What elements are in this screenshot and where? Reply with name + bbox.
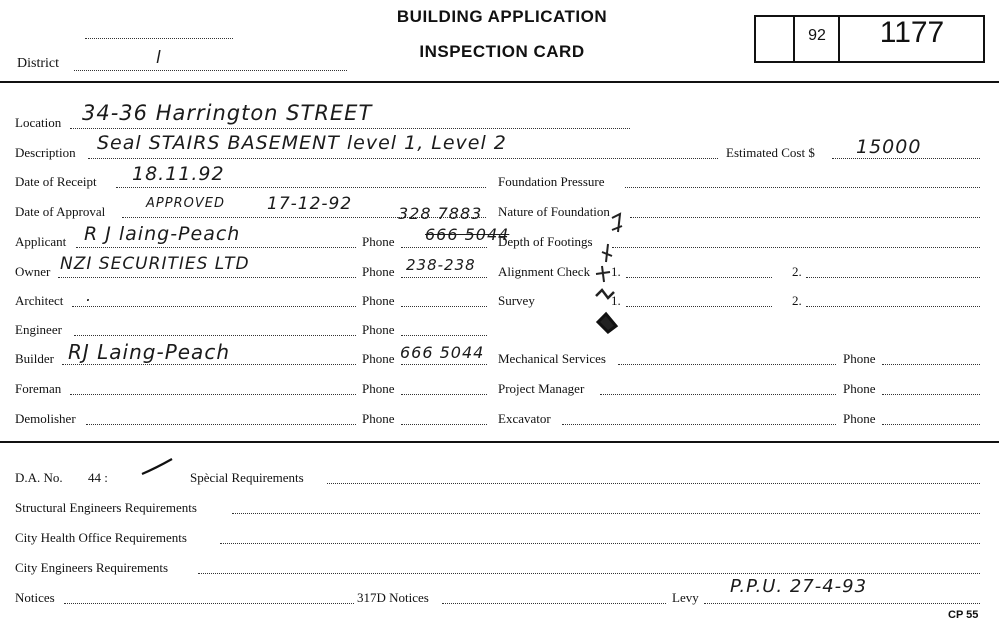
- survey-2-label: 2.: [792, 293, 802, 308]
- engineer-field[interactable]: [74, 335, 356, 336]
- engineer-phone-label: Phone: [362, 322, 395, 337]
- notices-317d-label: 317D Notices: [357, 590, 429, 605]
- engineer-label: Engineer: [15, 322, 62, 337]
- city-engineers-field[interactable]: [198, 573, 980, 574]
- alignment-check-1-label: 1.: [611, 264, 621, 279]
- date-of-receipt-label: Date of Receipt: [15, 174, 97, 189]
- excavator-label: Excavator: [498, 411, 551, 426]
- survey-1-label: 1.: [611, 293, 621, 308]
- district-label: District: [17, 56, 59, 71]
- owner-label: Owner: [15, 264, 51, 279]
- location-label: Location: [15, 115, 62, 130]
- survey-1-field[interactable]: [626, 306, 772, 307]
- special-requirements-label: Spècial Requirements: [190, 470, 304, 485]
- divider-middle: [0, 441, 999, 443]
- approval-stamp: APPROVED: [146, 196, 225, 211]
- date-of-approval-label: Date of Approval: [15, 204, 106, 219]
- applicant-field[interactable]: [76, 247, 356, 248]
- box-year: 92: [808, 27, 826, 44]
- demolisher-label: Demolisher: [15, 411, 76, 426]
- card-no-field[interactable]: [85, 38, 233, 39]
- architect-field[interactable]: [72, 306, 356, 307]
- foundation-pressure-label: Foundation Pressure: [498, 174, 605, 189]
- nature-of-foundation-label: Nature of Foundation: [498, 204, 610, 219]
- description-label: Description: [15, 145, 76, 160]
- applicant-phone-value: 666 5044: [425, 225, 510, 244]
- card-title-line1: BUILDING APPLICATION: [396, 7, 608, 26]
- builder-phone-value: 666 5044: [400, 343, 485, 362]
- structural-engineers-field[interactable]: [232, 513, 980, 514]
- city-engineers-label: City Engineers Requirements: [15, 560, 169, 575]
- handwritten-marks: [572, 200, 642, 350]
- excavator-phone-field[interactable]: [882, 424, 980, 425]
- box-number: 1177: [879, 16, 945, 49]
- builder-field[interactable]: [62, 364, 356, 365]
- levy-field[interactable]: [704, 603, 980, 604]
- alignment-check-2-label: 2.: [792, 264, 802, 279]
- builder-value: RJ Laing-Peach: [68, 340, 230, 364]
- estimated-cost-field[interactable]: [832, 158, 980, 159]
- engineer-phone-field[interactable]: [401, 335, 487, 336]
- owner-phone-label: Phone: [362, 264, 395, 279]
- builder-phone-label: Phone: [362, 351, 395, 366]
- form-code: CP 55: [948, 609, 979, 621]
- foreman-phone-field[interactable]: [401, 394, 487, 395]
- demolisher-phone-field[interactable]: [401, 424, 487, 425]
- city-health-label: City Health Office Requirements: [15, 530, 187, 545]
- demolisher-phone-label: Phone: [362, 411, 395, 426]
- architect-phone-field[interactable]: [401, 306, 487, 307]
- project-manager-phone-label: Phone: [843, 381, 876, 396]
- mechanical-phone-field[interactable]: [882, 364, 980, 365]
- mechanical-services-label: Mechanical Services: [498, 351, 606, 366]
- mechanical-services-field[interactable]: [618, 364, 836, 365]
- box-divider-2: [838, 15, 840, 63]
- builder-phone-field[interactable]: [401, 364, 487, 365]
- project-manager-label: Project Manager: [498, 381, 585, 396]
- box-divider-1: [793, 15, 795, 63]
- notices-field[interactable]: [64, 603, 354, 604]
- demolisher-field[interactable]: [86, 424, 356, 425]
- project-manager-phone-field[interactable]: [882, 394, 980, 395]
- owner-value: NZI SECURITIES LTD: [60, 254, 250, 274]
- foundation-pressure-field[interactable]: [625, 187, 980, 188]
- foreman-phone-label: Phone: [362, 381, 395, 396]
- excavator-phone-label: Phone: [843, 411, 876, 426]
- architect-label: Architect: [15, 293, 64, 308]
- estimated-cost-label: Estimated Cost $: [726, 145, 815, 160]
- approval-date-value: 17-12-92: [267, 194, 353, 214]
- owner-phone-value: 238-238: [406, 256, 476, 274]
- owner-phone-field[interactable]: [401, 277, 487, 278]
- depth-of-footings-field[interactable]: [612, 247, 980, 248]
- project-manager-field[interactable]: [600, 394, 836, 395]
- applicant-phone-label: Phone: [362, 234, 395, 249]
- structural-engineers-label: Structural Engineers Requirements: [15, 500, 197, 515]
- location-value: 34-36 Harrington STREET: [82, 101, 373, 125]
- excavator-field[interactable]: [562, 424, 836, 425]
- applicant-label: Applicant: [15, 234, 67, 249]
- district-field[interactable]: [74, 70, 347, 71]
- da-no-value: 44 :: [88, 470, 108, 485]
- owner-field[interactable]: [58, 277, 356, 278]
- da-no-label: D.A. No.: [15, 470, 63, 485]
- alignment-check-label: Alignment Check: [498, 264, 591, 279]
- special-requirements-field[interactable]: [327, 483, 980, 484]
- levy-value: P.P.U. 27-4-93: [730, 576, 868, 597]
- alignment-check-2-field[interactable]: [806, 277, 980, 278]
- city-health-field[interactable]: [220, 543, 980, 544]
- architect-phone-label: Phone: [362, 293, 395, 308]
- notices-label: Notices: [15, 590, 55, 605]
- nature-of-foundation-field[interactable]: [630, 217, 980, 218]
- card-title-line2: INSPECTION CARD: [419, 42, 585, 61]
- district-value: l: [156, 48, 162, 68]
- divider-top: [0, 81, 999, 83]
- date-of-receipt-field[interactable]: [116, 187, 486, 188]
- depth-of-footings-label: Depth of Footings: [498, 234, 593, 249]
- phone-above-value: 328 7883: [398, 204, 483, 223]
- foreman-field[interactable]: [70, 394, 356, 395]
- checkmark-icon: [140, 456, 176, 478]
- alignment-check-1-field[interactable]: [626, 277, 772, 278]
- applicant-phone-field[interactable]: [401, 247, 487, 248]
- levy-label: Levy: [672, 590, 699, 605]
- description-value: Seal STAIRS BASEMENT level 1, Level 2: [97, 132, 507, 154]
- estimated-cost-value: 15000: [856, 136, 922, 158]
- survey-label: Survey: [498, 293, 535, 308]
- applicant-value: R J laing-Peach: [84, 223, 241, 245]
- description-field[interactable]: [88, 158, 718, 159]
- location-field[interactable]: [70, 128, 630, 129]
- architect-value: .: [86, 286, 93, 305]
- foreman-label: Foreman: [15, 381, 62, 396]
- date-of-receipt-value: 18.11.92: [132, 163, 225, 185]
- survey-2-field[interactable]: [806, 306, 980, 307]
- notices-317d-field[interactable]: [442, 603, 666, 604]
- builder-label: Builder: [15, 351, 54, 366]
- mechanical-phone-label: Phone: [843, 351, 876, 366]
